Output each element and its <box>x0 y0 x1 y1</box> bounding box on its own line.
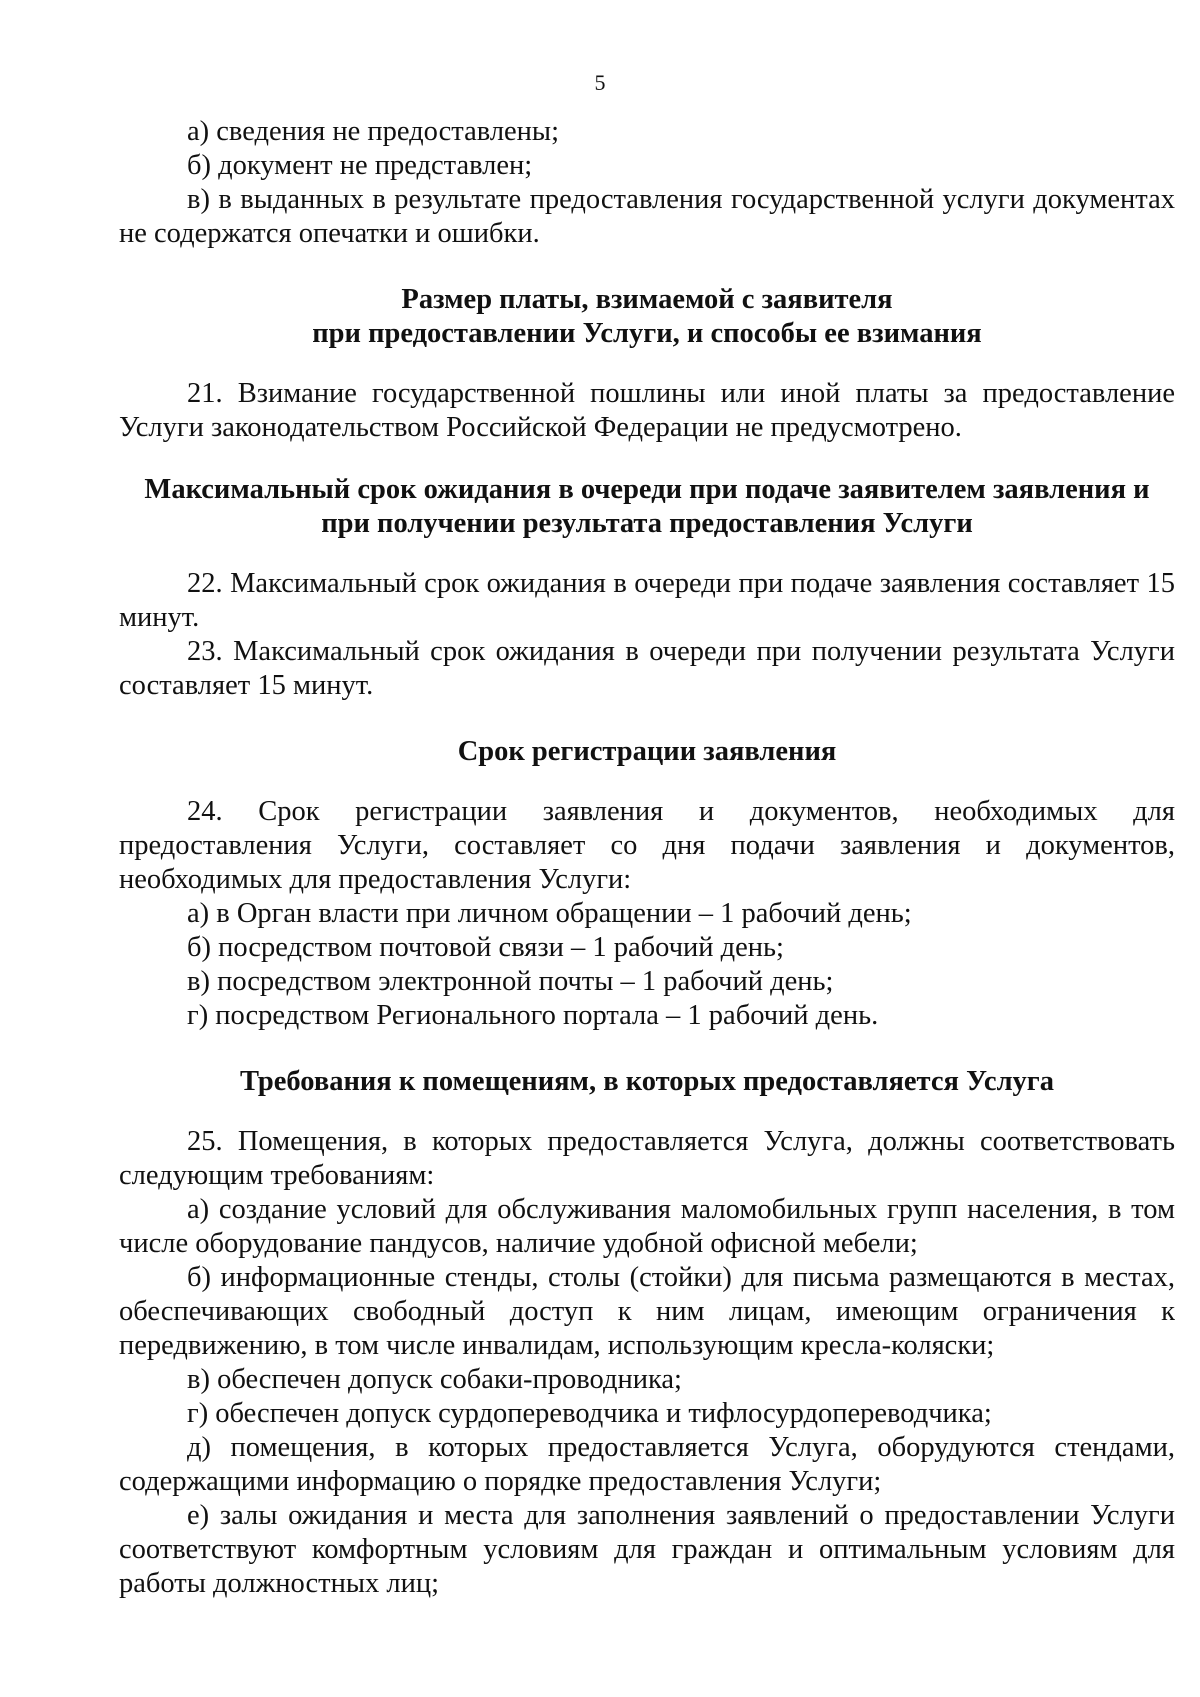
intro-item-c: в) в выданных в результате предоставления государственной услуги документах не содержатся опечатки и ошибки. <box>119 184 1175 249</box>
paragraph-25: 25. Помещения, в которых предоставляется Услуга, должны соответствовать следующим требованиям: <box>119 1126 1175 1191</box>
heading-registration: Срок регистрации заявления <box>457 736 837 767</box>
paragraph-24: 24. Срок регистрации заявления и документов, необходимых для предоставления Услуги, составляет со дня подачи заявления и документов, необходимых для предоставления Услуги: <box>119 796 1175 895</box>
paragraph-25-item-a: а) создание условий для обслуживания маломобильных групп населения, в том числе оборудование пандусов, наличие удобной офисной мебели; <box>119 1194 1175 1259</box>
intro-item-a: а) сведения не предоставлены; <box>187 116 560 147</box>
paragraph-22: 22. Максимальный срок ожидания в очереди при подаче заявления составляет 15 минут. <box>119 568 1175 633</box>
heading-premises: Требования к помещениям, в которых предоставляется Услуга <box>239 1066 1055 1097</box>
paragraph-25-item-b: б) информационные стенды, столы (стойки) для письма размещаются в местах, обеспечивающих свободный доступ к ним лицам, имеющим ограничения к передвижению, в том числе инвалидам, использующим кресла-коляски; <box>119 1262 1175 1361</box>
paragraph-25-item-f: е) залы ожидания и места для заполнения заявлений о предоставлении Услуги соответствуют комфортным условиям для граждан и оптимальным условиям для работы должностных лиц; <box>119 1500 1175 1599</box>
paragraph-25-item-c: в) обеспечен допуск собаки-проводника; <box>187 1364 682 1395</box>
document-body <box>119 115 1175 1601</box>
paragraph-25-item-e: д) помещения, в которых предоставляется Услуга, оборудуются стендами, содержащими информацию о порядке предоставления Услуги; <box>119 1432 1175 1497</box>
paragraph-25-item-d: г) обеспечен допуск сурдопереводчика и тифлосурдопереводчика; <box>187 1398 992 1429</box>
heading-waiting-time: Максимальный срок ожидания в очереди при подаче заявителем заявления и при получении результата предоставления Услуги <box>144 474 1150 539</box>
page-number: 5 <box>594 70 606 95</box>
heading-fee-line-1: Размер платы, взимаемой с заявителя <box>401 284 893 315</box>
paragraph-21: 21. Взимание государственной пошлины или иной платы за предоставление Услуги законодательством Российской Федерации не предусмотрено. <box>119 378 1175 443</box>
paragraph-23: 23. Максимальный срок ожидания в очереди при получении результата Услуги составляет 15 минут. <box>119 636 1175 701</box>
paragraph-24-item-c: в) посредством электронной почты – 1 рабочий день; <box>187 966 834 997</box>
paragraph-24-item-b: б) посредством почтовой связи – 1 рабочий день; <box>187 932 784 963</box>
paragraph-24-item-d: г) посредством Регионального портала – 1 рабочий день. <box>187 1000 879 1031</box>
paragraph-24-item-a: а) в Орган власти при личном обращении – 1 рабочий день; <box>187 898 912 929</box>
heading-fee-line-2: при предоставлении Услуги, и способы ее взимания <box>312 318 982 349</box>
intro-item-b: б) документ не представлен; <box>187 150 533 181</box>
